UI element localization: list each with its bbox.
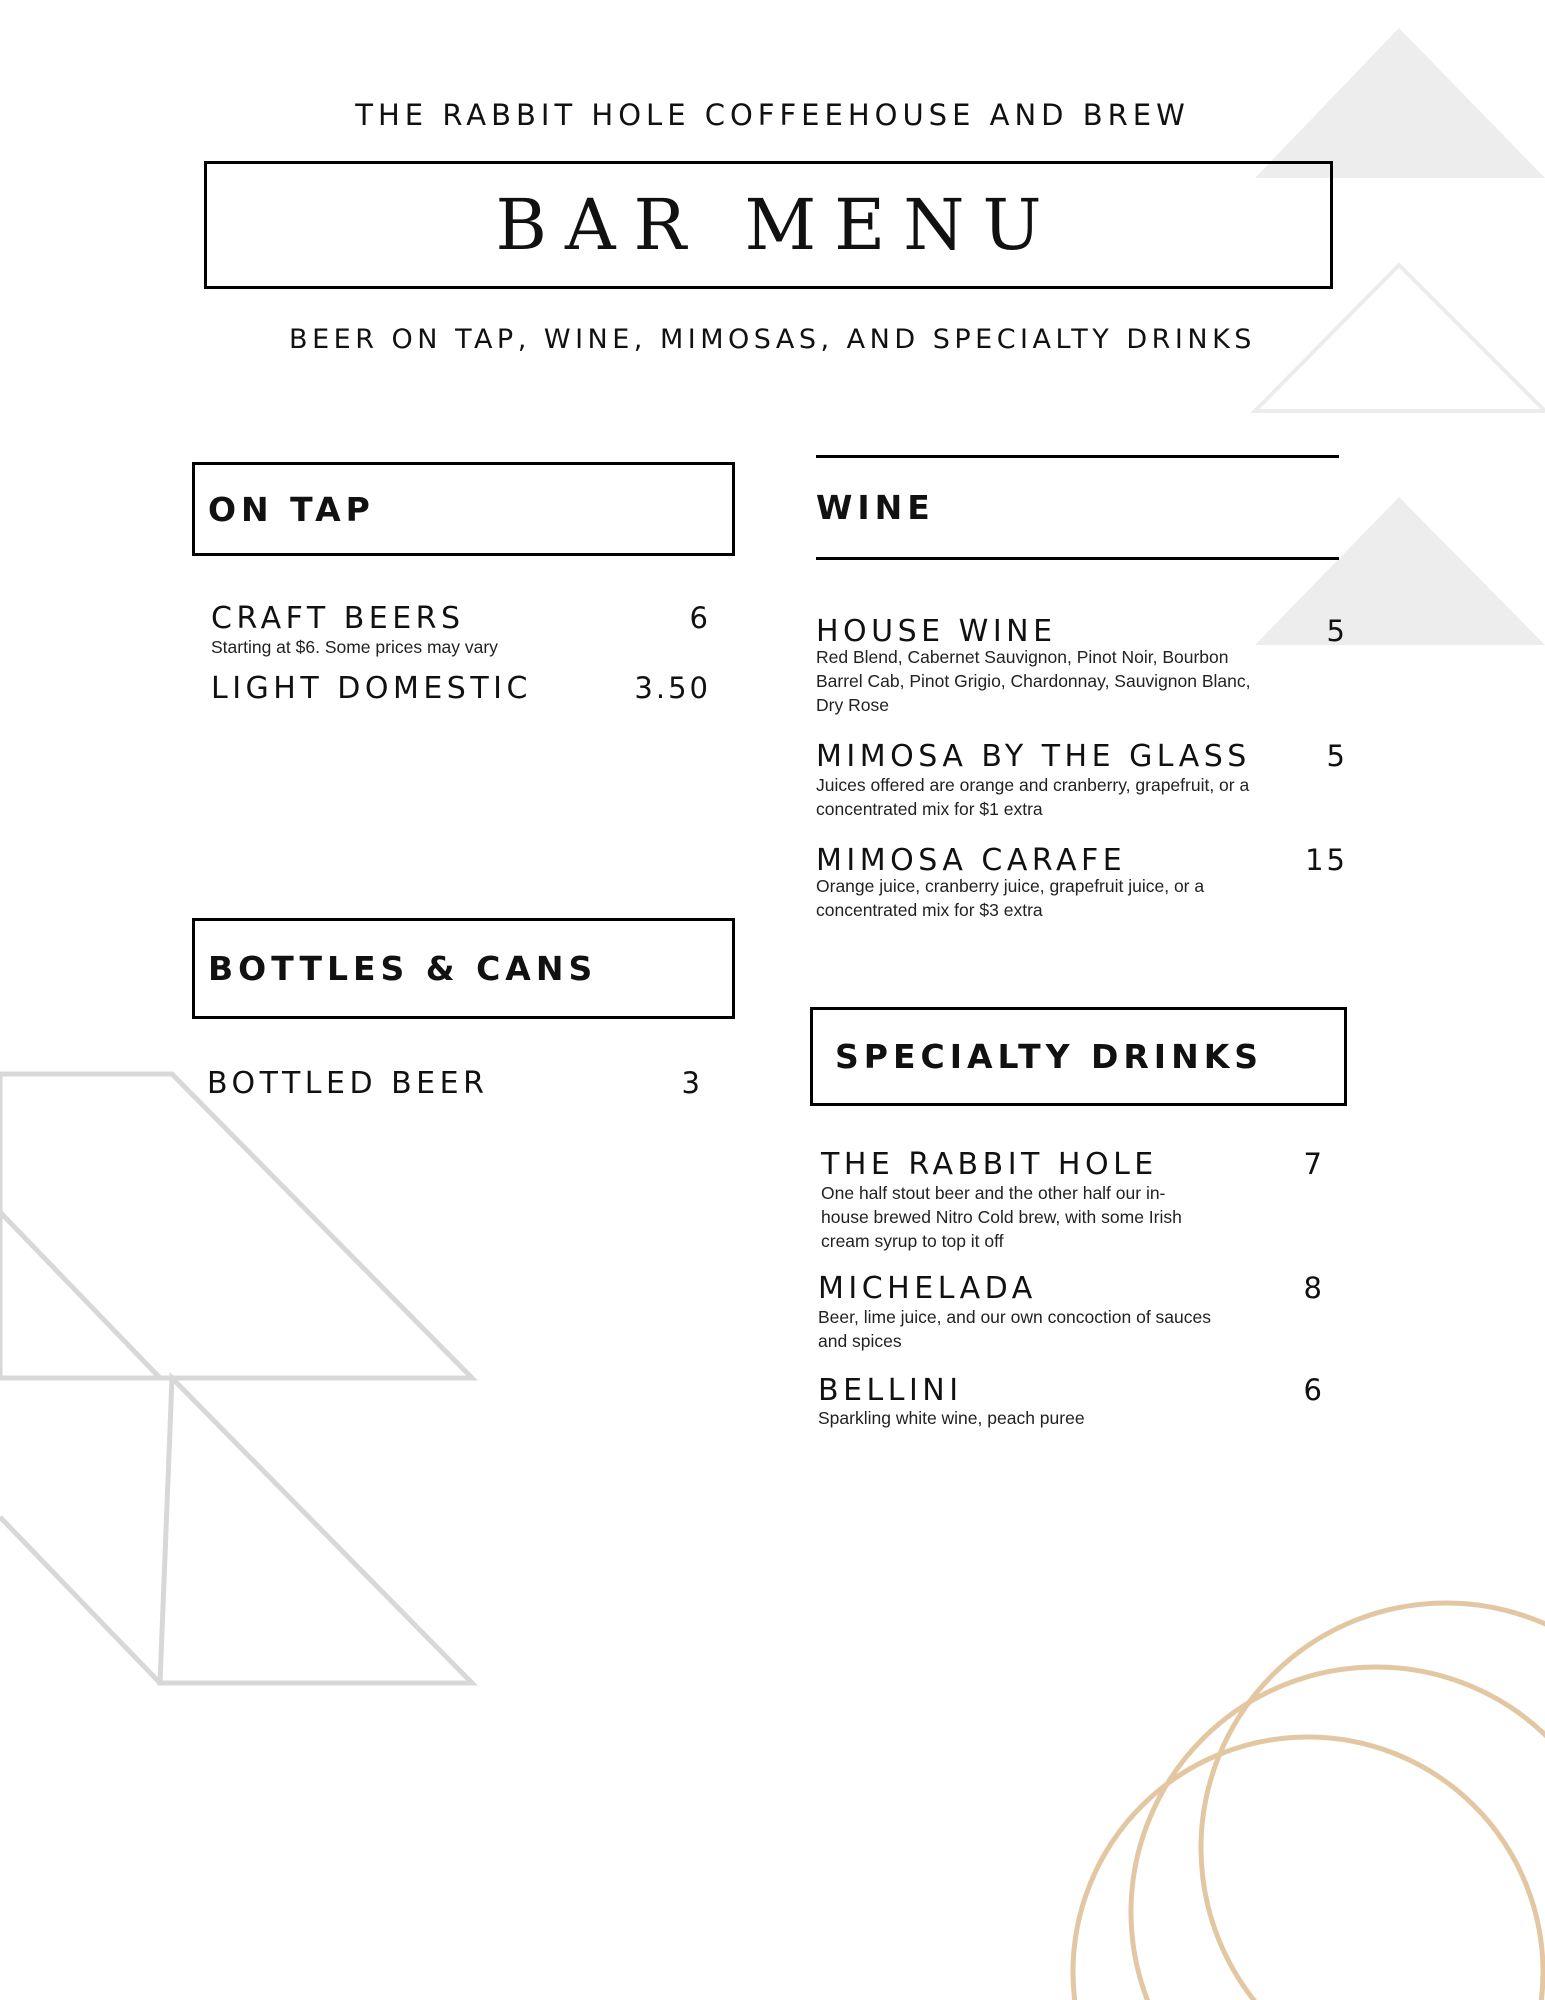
- item-name: BELLINI: [818, 1373, 963, 1408]
- on-tap-header: [192, 462, 735, 556]
- item-name: MIMOSA CARAFE: [816, 843, 1127, 878]
- menu-item-light-domestic: [211, 671, 711, 711]
- menu-item-mimosa-by-the-glass: [816, 739, 1348, 819]
- item-price: 3.50: [634, 671, 711, 705]
- item-description: [816, 773, 1336, 821]
- description-line: Juices offered are orange and cranberry, grapefruit, or a: [816, 775, 1250, 795]
- item-price: 6: [1303, 1373, 1325, 1407]
- wine-bottom-rule: [816, 557, 1339, 560]
- ring-circle-1: [1201, 1603, 1545, 2000]
- description-line: cream syrup to top it off: [821, 1231, 1004, 1251]
- specialty-drinks-header: [810, 1007, 1347, 1106]
- item-name: MICHELADA: [818, 1271, 1037, 1306]
- description-line: and spices: [818, 1331, 902, 1351]
- description-line: Red Blend, Cabernet Sauvignon, Pinot Noir, Bourbon: [816, 647, 1229, 667]
- ring-circle-2: [1131, 1667, 1545, 2000]
- item-description: [816, 874, 1316, 922]
- item-name: MIMOSA BY THE GLASS: [816, 739, 1251, 774]
- item-price: 5: [1326, 614, 1348, 648]
- description-line: Sparkling white wine, peach puree: [818, 1408, 1085, 1428]
- wine-header: [816, 488, 935, 527]
- on-tap-heading: ON TAP: [208, 489, 375, 529]
- description-line: concentrated mix for $1 extra: [816, 799, 1043, 819]
- item-description: [818, 1305, 1318, 1353]
- specialty-drinks-heading: SPECIALTY DRINKS: [835, 1037, 1264, 1076]
- menu-item-michelada: [818, 1271, 1325, 1351]
- outline-diagonal-lower: [0, 1517, 160, 1683]
- wine-heading: WINE: [816, 488, 935, 527]
- description-line: Beer, lime juice, and our own concoction of sauces: [818, 1307, 1211, 1327]
- description-line: One half stout beer and the other half our in-: [821, 1183, 1166, 1203]
- title-box: [204, 161, 1333, 289]
- item-name: THE RABBIT HOLE: [821, 1147, 1158, 1182]
- description-line: Orange juice, cranberry juice, grapefruit juice, or a: [816, 876, 1205, 896]
- menu-item-craft-beers: [211, 601, 711, 661]
- tagline: BEER ON TAP, WINE, MIMOSAS, AND SPECIALTY DRINKS: [289, 324, 1256, 355]
- item-name: HOUSE WINE: [816, 614, 1057, 649]
- item-price: 15: [1305, 843, 1348, 877]
- description-line: house brewed Nitro Cold brew, with some Irish: [821, 1207, 1182, 1227]
- item-name: CRAFT BEERS: [211, 601, 465, 636]
- wine-top-rule: [816, 455, 1339, 458]
- item-description: [818, 1406, 1318, 1430]
- menu-item-mimosa-carafe: [816, 843, 1348, 923]
- bottles-cans-heading: BOTTLES & CANS: [208, 949, 598, 988]
- bottles-cans-header: [192, 918, 735, 1019]
- menu-item-bottled-beer: [207, 1066, 703, 1106]
- page-title: BAR MENU: [495, 184, 1060, 266]
- menu-item-the-rabbit-hole: [821, 1147, 1325, 1251]
- item-price: 3: [681, 1066, 703, 1100]
- description-line: Dry Rose: [816, 695, 889, 715]
- brand-name: THE RABBIT HOLE COFFEEHOUSE AND BREW: [355, 98, 1190, 132]
- item-name: BOTTLED BEER: [207, 1066, 489, 1101]
- item-description: Starting at $6. Some prices may vary: [211, 637, 498, 657]
- item-price: 6: [689, 601, 711, 635]
- description-line: Barrel Cab, Pinot Grigio, Chardonnay, Sauvignon Blanc,: [816, 671, 1251, 691]
- item-description: [821, 1181, 1261, 1253]
- menu-item-house-wine: [816, 614, 1348, 714]
- outline-parallelogram-upper: [0, 1074, 472, 1378]
- outline-parallelogram-lower: [160, 1378, 472, 1683]
- item-name: LIGHT DOMESTIC: [211, 671, 532, 706]
- item-price: 7: [1303, 1147, 1325, 1181]
- description-line: concentrated mix for $3 extra: [816, 900, 1043, 920]
- outline-diagonal-upper: [0, 1212, 160, 1378]
- item-description: [816, 645, 1316, 717]
- item-price: 5: [1326, 739, 1348, 773]
- item-price: 8: [1303, 1271, 1325, 1305]
- ring-circle-3: [1073, 1737, 1543, 2000]
- menu-item-bellini: [818, 1373, 1325, 1433]
